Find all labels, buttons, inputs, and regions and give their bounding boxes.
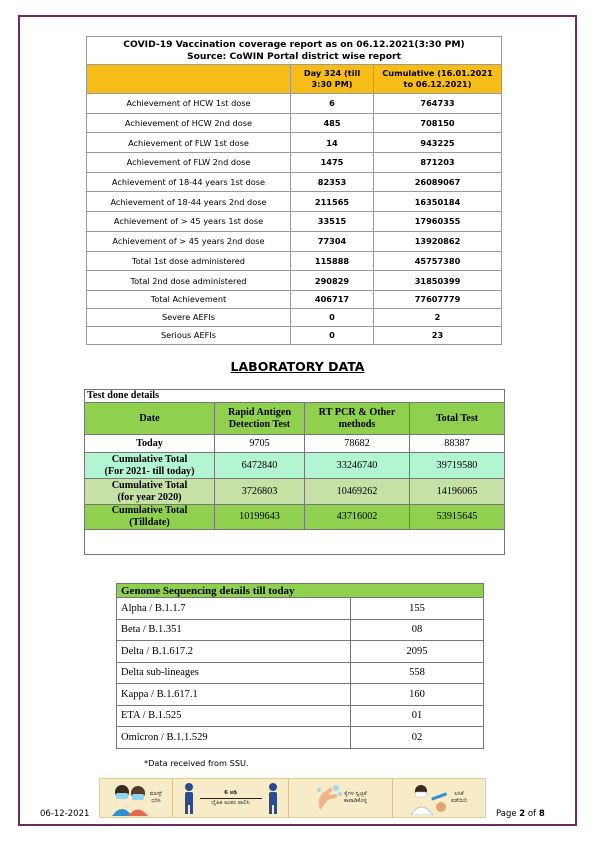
- table-row: [87, 94, 502, 114]
- lab-row-total: 53915645: [410, 505, 505, 530]
- banner-hygiene-text: [344, 791, 367, 805]
- lab-row-rapid: 9705: [215, 435, 305, 453]
- person-icon: [266, 782, 280, 814]
- page-total: 8: [538, 809, 545, 819]
- genome-title: Genome Sequencing details till today: [117, 584, 484, 598]
- lab-row-rtpcr: 43716002: [305, 505, 410, 530]
- row-day: 115888: [291, 251, 374, 271]
- table-row: [87, 271, 502, 291]
- page-current: 2: [519, 809, 526, 819]
- lab-header-rapid-line2: Detection Test: [228, 418, 291, 430]
- genome-variant: Kappa / B.1.617.1: [117, 684, 351, 706]
- header-cum-line1: Cumulative (16.01.2021: [382, 68, 493, 78]
- table-row: [117, 641, 484, 663]
- banner-mask-text-l1: ಮಾಸ್ಕ್: [149, 791, 163, 797]
- row-cumulative: 764733: [374, 94, 502, 114]
- row-day: 406717: [291, 290, 374, 308]
- row-cumulative: 26089067: [374, 172, 502, 192]
- lab-header-date: Date: [85, 403, 215, 435]
- header-cum-line2: to 06.12.2021): [403, 79, 472, 89]
- banner-hygiene-text-l1: ಕೈಗಳ ಸ್ವಚ್ಛತೆ: [344, 791, 367, 797]
- table-row: [87, 172, 502, 192]
- page-of: of: [525, 809, 539, 819]
- banner-mask-segment: [100, 779, 172, 817]
- row-day: 290829: [291, 271, 374, 291]
- lab-header-row: [85, 403, 505, 435]
- lab-row-rapid: 3726803: [215, 479, 305, 505]
- table-row: [117, 727, 484, 749]
- genome-count: 08: [351, 619, 484, 641]
- row-label: Achievement of FLW 1st dose: [87, 133, 291, 153]
- row-day: 6: [291, 94, 374, 114]
- genome-count: 2095: [351, 641, 484, 663]
- lab-table: [84, 389, 505, 530]
- lab-header-total: Total Test: [410, 403, 505, 435]
- table-row: [87, 113, 502, 133]
- row-label: Total Achievement: [87, 290, 291, 308]
- row-cumulative: 708150: [374, 113, 502, 133]
- table-row: [117, 619, 484, 641]
- row-label: Achievement of HCW 1st dose: [87, 94, 291, 114]
- vaccination-title-row: [87, 37, 502, 65]
- genome-header-row: [117, 584, 484, 598]
- table-row: [87, 192, 502, 212]
- row-cumulative: 13920862: [374, 231, 502, 251]
- lab-row-label-line2: (for year 2020): [117, 491, 182, 503]
- vaccination-header-cumulative: [374, 65, 502, 94]
- banner-hygiene-text-l2: ಕಾಪಾಡಿಕೊಳ್ಳಿ: [344, 798, 367, 804]
- row-cumulative: 77607779: [374, 290, 502, 308]
- lab-header-rapid-line1: Rapid Antigen: [227, 406, 292, 418]
- lab-cumulative-row: [85, 505, 505, 530]
- banner-vaccine-text-l1: ಲಸಿಕೆ: [454, 791, 464, 797]
- header-day-line1: Day 324 (till: [303, 68, 361, 78]
- table-row: [87, 290, 502, 308]
- banner-vaccine-text-l2: ಪಡೆಯಿರಿ: [450, 798, 468, 804]
- genome-variant: Delta / B.1.617.2: [117, 641, 351, 663]
- lab-row-rtpcr: 78682: [305, 435, 410, 453]
- table-row: [87, 308, 502, 326]
- row-label: Achievement of > 45 years 2nd dose: [87, 231, 291, 251]
- lab-header-rtpcr-line1: RT PCR & Other: [318, 406, 396, 418]
- ssu-note: *Data received from SSU.: [144, 758, 249, 768]
- row-label: Achievement of > 45 years 1st dose: [87, 212, 291, 232]
- row-day: 33515: [291, 212, 374, 232]
- row-cumulative: 2: [374, 308, 502, 326]
- hand-wash-icon: [314, 782, 344, 814]
- genome-count: 01: [351, 705, 484, 727]
- distance-arrow-icon: [200, 798, 262, 799]
- person-icon: [182, 782, 196, 814]
- lab-header-rapid: [215, 403, 305, 435]
- banner-vaccine-text: [451, 791, 467, 805]
- lab-row-label-line2: (For 2021- till today): [104, 465, 195, 477]
- row-cumulative: 16350184: [374, 192, 502, 212]
- row-label: Serious AEFIs: [87, 326, 291, 344]
- vaccination-icon: [411, 781, 451, 815]
- genome-variant: Delta sub-lineages: [117, 662, 351, 684]
- lab-row-label: [85, 479, 215, 505]
- genome-variant: Beta / B.1.351: [117, 619, 351, 641]
- row-day: 0: [291, 308, 374, 326]
- footer-date: 06-12-2021: [40, 809, 90, 819]
- vaccination-header-day: [291, 65, 374, 94]
- row-cumulative: 45757380: [374, 251, 502, 271]
- banner-mask-text-l2: ಧರಿಸಿ: [151, 798, 161, 804]
- lab-row-rapid: 10199643: [215, 505, 305, 530]
- lab-cumulative-row: [85, 453, 505, 479]
- lab-caption: Test done details: [85, 390, 505, 403]
- lab-section-title: LABORATORY DATA: [230, 359, 365, 374]
- row-label: Achievement of 18-44 years 1st dose: [87, 172, 291, 192]
- banner-distance-segment: [172, 779, 288, 817]
- row-cumulative: 23: [374, 326, 502, 344]
- vaccination-title-line1: COVID-19 Vaccination coverage report as on 06.12.2021(3:30 PM): [123, 38, 465, 50]
- lab-row-rtpcr: 33246740: [305, 453, 410, 479]
- row-label: Achievement of HCW 2nd dose: [87, 113, 291, 133]
- lab-header-rtpcr-line2: methods: [338, 418, 376, 430]
- table-row: [117, 662, 484, 684]
- lab-row-total: 88387: [410, 435, 505, 453]
- row-day: 14: [291, 133, 374, 153]
- lab-row-total: 39719580: [410, 453, 505, 479]
- table-row: [117, 684, 484, 706]
- row-day: 1475: [291, 153, 374, 173]
- covid-appropriate-behaviour-banner: [99, 778, 486, 818]
- vaccination-header-blank: [87, 65, 291, 94]
- lab-today-row: [85, 435, 505, 453]
- vaccination-title: [87, 37, 502, 65]
- row-cumulative: 871203: [374, 153, 502, 173]
- banner-distance-text: [196, 790, 266, 807]
- vaccination-header-row: [87, 65, 502, 94]
- lab-row-label-line1: Cumulative Total: [111, 505, 188, 516]
- table-row: [87, 251, 502, 271]
- row-label: Total 1st dose administered: [87, 251, 291, 271]
- genome-count: 558: [351, 662, 484, 684]
- table-row: [87, 231, 502, 251]
- genome-table: [116, 583, 484, 749]
- lab-row-rtpcr: 10469262: [305, 479, 410, 505]
- lab-row-label-line1: Cumulative Total: [111, 479, 188, 491]
- banner-vaccine-segment: [392, 779, 485, 817]
- table-row: [87, 326, 502, 344]
- row-day: 0: [291, 326, 374, 344]
- lab-cumulative-row: [85, 479, 505, 505]
- genome-count: 02: [351, 727, 484, 749]
- table-row: [117, 705, 484, 727]
- row-label: Severe AEFIs: [87, 308, 291, 326]
- header-day-line2: 3:30 PM): [311, 79, 353, 89]
- lab-row-label-line1: Cumulative Total: [111, 453, 188, 465]
- row-label: Achievement of FLW 2nd dose: [87, 153, 291, 173]
- lab-header-rtpcr: [305, 403, 410, 435]
- row-label: Total 2nd dose administered: [87, 271, 291, 291]
- row-cumulative: 31850399: [374, 271, 502, 291]
- row-day: 77304: [291, 231, 374, 251]
- row-day: 485: [291, 113, 374, 133]
- page-number: [496, 809, 545, 819]
- row-day: 211565: [291, 192, 374, 212]
- genome-variant: ETA / B.1.525: [117, 705, 351, 727]
- row-cumulative: 17960355: [374, 212, 502, 232]
- vaccination-title-line2: Source: CoWIN Portal district wise report: [187, 50, 401, 62]
- banner-distance-value: 6 ಅಡಿ: [224, 789, 237, 796]
- lab-row-total: 14196065: [410, 479, 505, 505]
- row-cumulative: 943225: [374, 133, 502, 153]
- row-label: Achievement of 18-44 years 2nd dose: [87, 192, 291, 212]
- row-day: 82353: [291, 172, 374, 192]
- genome-variant: Alpha / B.1.1.7: [117, 598, 351, 620]
- lab-row-label-line2: (Tilldate): [129, 517, 170, 528]
- page-prefix: Page: [496, 809, 520, 819]
- lab-row-label: Today: [85, 435, 215, 453]
- lab-row-label: [85, 505, 215, 530]
- vaccination-table: [86, 36, 502, 345]
- mask-people-icon: [110, 780, 150, 816]
- genome-count: 160: [351, 684, 484, 706]
- banner-hygiene-segment: [288, 779, 392, 817]
- banner-mask-text: [150, 791, 162, 805]
- lab-caption-row: [85, 390, 505, 403]
- table-row: [87, 133, 502, 153]
- genome-count: 155: [351, 598, 484, 620]
- banner-distance-label: ದೈಹಿಕ ಅಂತರ ಪಾಲಿಸಿ: [211, 799, 250, 806]
- lab-row-rapid: 6472840: [215, 453, 305, 479]
- table-row: [87, 153, 502, 173]
- genome-variant: Omicron / B.1.1.529: [117, 727, 351, 749]
- lab-row-label: [85, 453, 215, 479]
- table-row: [117, 598, 484, 620]
- table-row: [87, 212, 502, 232]
